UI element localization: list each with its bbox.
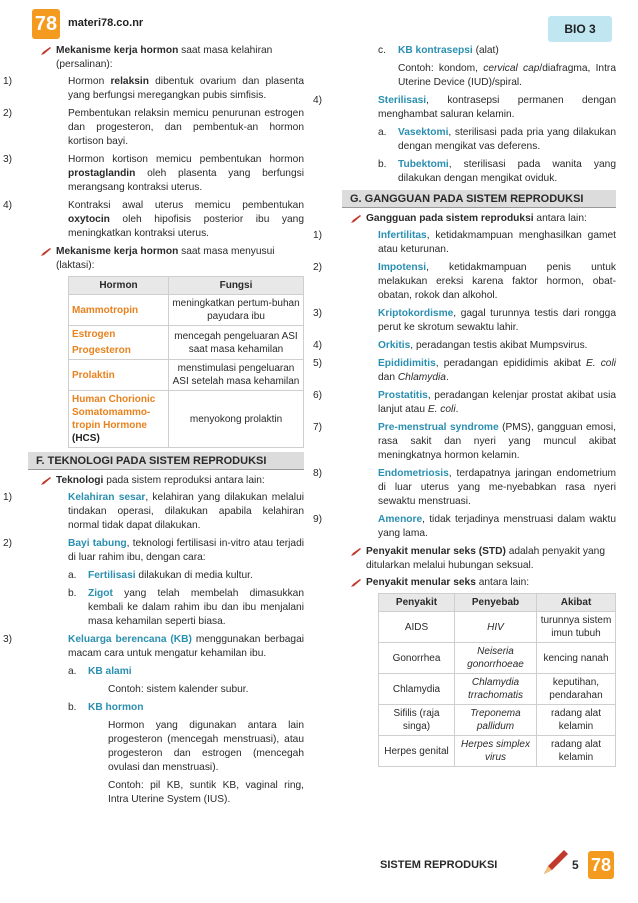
table-header: Penyebab [455, 594, 537, 612]
pencil-icon [350, 578, 362, 588]
lactation-hormone-table [68, 276, 304, 448]
right-column [313, 44, 616, 767]
disorder-list [313, 229, 616, 541]
page-number: 5 [572, 858, 579, 872]
list-item: 2) Bayi tabung, teknologi fertilisasi in-vitro atau terjadi di luar rahim ibu, dengan cara: [3, 538, 304, 563]
list-item: 6) Prostatitis, peradangan kelenjar prostat akibat usia lanjut atau E. coli. [313, 390, 616, 415]
list-item: 7) Pre-menstrual syndrome (PMS), gangguan emosi, rasa sakit dan nyeri yang muncul akibat meningkatnya hormon kelamin. [313, 422, 616, 461]
disorder-intro: Gangguan pada sistem reproduksi antara lain: [342, 212, 616, 226]
pencil-icon [350, 547, 362, 557]
list-item: 3) Keluarga berencana (KB) menggunakan berbagai macam cara untuk mengatur kehamilan ibu. [3, 634, 305, 659]
list-item: 3) Hormon kortison memicu pembentukan hormon prostaglandin oleh plasenta yang berfungsi merangsang kontraksi uterus. [3, 154, 304, 193]
left-column [3, 44, 305, 811]
labor-hormone-list [3, 75, 304, 241]
example-text: Contoh: kondom, cervical cap/diafragma, Intra Uterine Device (IUD)/spiral. [398, 63, 616, 88]
table-row: Human Chorionic Somatomammo-tropin Hormone (HCS) menyokong prolaktin [69, 391, 304, 448]
list-item: b. KB hormon [68, 702, 144, 713]
list-item: b. Tubektomi, sterilisasi pada wanita yang dilakukan dengan mengikat oviduk. [378, 159, 616, 184]
list-item: 1) Infertilitas, ketidakmampuan menghasilkan gamet atau keturunan. [313, 230, 616, 255]
list-item: a. KB alami [68, 666, 132, 677]
table-header: Akibat [537, 594, 616, 612]
example-text: Contoh: pil KB, suntik KB, vaginal ring, Intra Uterine System (IUS). [108, 780, 304, 805]
description-text: Hormon yang digunakan antara lain progesteron (mencegah menstruasi), atau progesteron dan estrogen (mencegah ovulasi dan menstruasi). [108, 720, 304, 773]
list-item: 4) Sterilisasi, kontrasepsi permanen dengan menghambat saluran kelamin. [313, 95, 616, 120]
labor-hormone-heading: Mekanisme kerja hormon saat masa kelahiran (persalinan): [32, 44, 304, 72]
pencil-icon [40, 476, 52, 486]
list-item: 4) Orkitis, peradangan testis akibat Mumpsvirus. [313, 340, 588, 351]
list-item: 4) Kontraksi awal uterus memicu pembentukan oxytocin oleh hipofisis posterior ibu yang meningkatkan kontraksi uterus. [3, 200, 304, 239]
list-item: b. Zigot yang telah membelah dimasukkan kembali ke dalam rahim ibu dan ibu menjalani masa kehamilan seperti biasa. [68, 588, 304, 627]
list-item: a. Vasektomi, sterilisasi pada pria yang dilakukan dengan mengikat vas deferens. [378, 127, 616, 152]
section-heading: F. TEKNOLOGI PADA SISTEM REPRODUKSI [28, 452, 304, 470]
pencil-icon [540, 846, 570, 878]
site-logo: 78 [32, 9, 60, 39]
list-item: a. Fertilisasi dilakukan di media kultur. [68, 570, 253, 581]
list-item: 8) Endometriosis, terdapatnya jaringan endometrium di luar uterus yang me-nyebabkan rasa nyeri sewaktu menstruasi. [313, 468, 616, 507]
table-row: Gonorrhea Neiseria gonorrhoeae kencing nanah [379, 643, 616, 674]
footer-logo: 78 [588, 851, 614, 879]
subject-badge: BIO 3 [548, 16, 612, 42]
list-item: c. KB kontrasepsi (alat) [378, 45, 499, 56]
pencil-icon [350, 214, 362, 224]
list-item: 1) Hormon relaksin dibentuk ovarium dan plasenta yang berfungsi meregangkan pubis simfisis. [3, 76, 304, 101]
list-item: 2) Pembentukan relaksin memicu penurunan estrogen dan progesteron, dan pembentuk-an hormon kortison bayi. [3, 108, 304, 147]
pencil-icon [40, 247, 52, 257]
table-row: Estrogen Progesteron mencegah pengeluaran ASI saat masa kehamilan [69, 326, 304, 360]
list-item: 3) Kriptokordisme, gagal turunnya testis dari rongga perut ke skrotum sewaktu lahir. [313, 308, 616, 333]
std-table [378, 593, 616, 767]
list-item: 1) Kelahiran sesar, kelahiran yang dilakukan melalui tindakan operasi, dilakukan apabila kelahiran normal tidak dapat dilakukan. [3, 492, 304, 531]
site-url: materi78.co.nr [68, 17, 144, 29]
section-heading: G. GANGGUAN PADA SISTEM REPRODUKSI [342, 190, 616, 208]
list-item: 9) Amenore, tidak terjadinya menstruasi dalam waktu yang lama. [313, 514, 616, 539]
list-item: 2) Impotensi, ketidakmampuan penis untuk melakukan ereksi karena faktor hormon, obat-obatan, rokok dan alkohol. [313, 262, 616, 301]
table-row: Sifilis (raja singa) Treponema pallidum radang alat kelamin [379, 705, 616, 736]
std-list-intro: Penyakit menular seks antara lain: [342, 576, 616, 590]
lactation-hormone-heading: Mekanisme kerja hormon saat masa menyusui (laktasi): [32, 245, 304, 273]
table-header: Penyakit [379, 594, 455, 612]
table-row: Mammotropin meningkatkan pertum-buhan payudara ibu [69, 295, 304, 326]
example-text: Contoh: sistem kalender subur. [108, 684, 249, 695]
table-row: Chlamydia Chlamydia trrachomatis keputihan, pendarahan [379, 674, 616, 705]
list-item: 5) Epididimitis, peradangan epididimis akibat E. coli dan Chlamydia. [313, 358, 616, 383]
technology-intro: Teknologi pada sistem reproduksi antara lain: [32, 474, 304, 488]
table-row: Prolaktin menstimulasi pengeluaran ASI setelah masa kehamilan [69, 360, 304, 391]
table-row: Herpes genital Herpes simplex virus radang alat kelamin [379, 736, 616, 767]
table-header: Hormon [69, 277, 169, 295]
pencil-icon [40, 46, 52, 56]
footer-title: SISTEM REPRODUKSI [380, 859, 498, 871]
std-definition: Penyakit menular seks (STD) adalah penyakit yang ditularkan melalui hubungan seksual. [342, 545, 616, 573]
table-row: AIDS HIV turunnya sistem imun tubuh [379, 612, 616, 643]
table-header: Fungsi [169, 277, 304, 295]
